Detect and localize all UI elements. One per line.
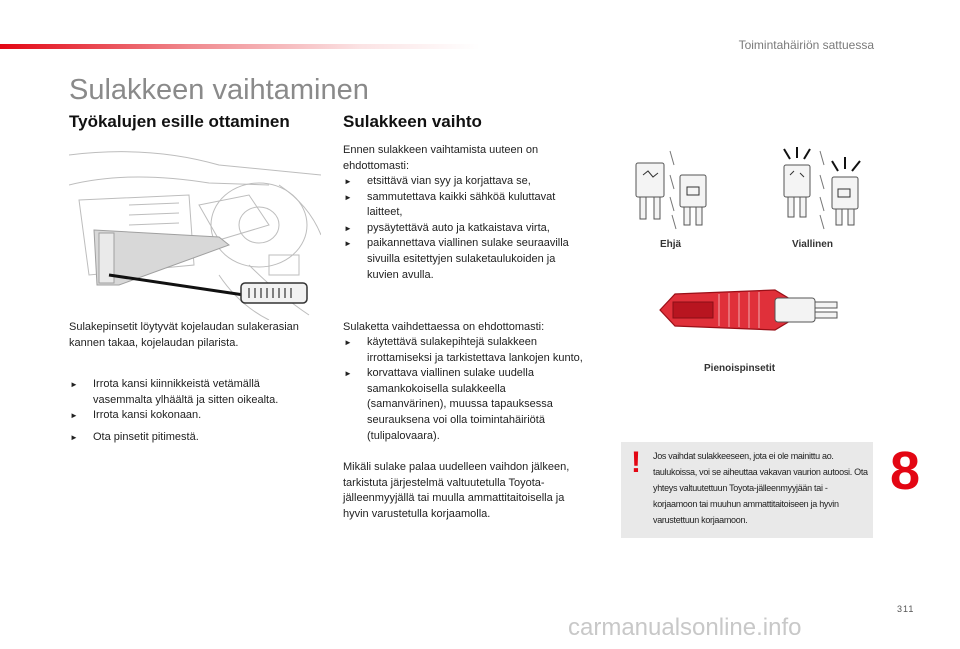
list-item: ► sammutettava kaikki sähköä kuluttavat laitteet,: [343, 190, 583, 221]
replace-intro: Sulaketta vaihdettaessa on ehdottomasti:: [343, 321, 545, 333]
replace-steps-list: [343, 335, 583, 444]
header-accent-bar: [0, 44, 480, 49]
replace-heading: Sulakkeen vaihto: [343, 112, 482, 131]
section-title: Toimintahäiriön sattuessa: [738, 38, 874, 52]
page-number: 311: [897, 604, 915, 614]
list-item: ► etsittävä vian syy ja korjattava se,: [343, 174, 583, 190]
warning-text: Jos vaihdat sulakkeeseen, jota ei ole mainittu ao. taulukoissa, voi se aiheuttaa vakavan vaurion autoosi. Ota yhteys valtuutettuun Toyota-jälleenmyyjään tai -korjaamoon tai muuhun ammattitaitoiseen ja hyvin varustettuun korjaamoon.: [653, 451, 868, 525]
tool-label: Pienoispinsetit: [704, 363, 776, 374]
list-item: ► paikannettava viallinen sulake seuraavilla sivuilla esitettyjen sulaketaulukoiden ja kuvien avulla.: [343, 236, 583, 283]
dashboard-illustration: [69, 145, 321, 320]
list-item: ► Irrota kansi kiinnikkeistä vetämällä vasemmalta ylhäältä ja sitten oikealta.: [69, 377, 319, 408]
list-item: ► Irrota kansi kokonaan.: [69, 408, 319, 424]
tools-caption: Sulakepinsetit löytyvät kojelaudan sulakerasian kannen takaa, kojelaudan pilarista.: [69, 321, 299, 349]
intact-fuse-illustration: [634, 145, 710, 230]
intact-label: Ehjä: [660, 239, 682, 250]
before-steps-list: [343, 174, 583, 283]
warning-icon: !: [631, 446, 641, 479]
list-item: ► korvattava viallinen sulake uudella samankokoisella sulakkeella (samanvärinen), muussa tapauksessa seurauksena voi olla toimintahäiriötä (tulipalovaara).: [343, 366, 583, 444]
tools-steps-list-2: [69, 430, 319, 446]
tools-heading: Työkalujen esille ottaminen: [69, 112, 290, 131]
page-heading: Sulakkeen vaihtaminen: [69, 74, 369, 106]
list-item: ► pysäytettävä auto ja katkaistava virta,: [343, 221, 583, 237]
fuse-puller-illustration: [655, 280, 860, 340]
chapter-number: 8: [890, 441, 921, 501]
closing-paragraph: Mikäli sulake palaa uudelleen vaihdon jälkeen, tarkistuta järjestelmä valtuutetulla Toyota-jälleenmyyjällä tai muulla ammattitaitoisella ja hyvin varustetulla korjaamolla.: [343, 461, 570, 520]
before-intro: Ennen sulakkeen vaihtamista uuteen on ehdottomasti:: [343, 144, 539, 172]
list-item: ► Ota pinsetit pitimestä.: [69, 430, 319, 446]
tools-steps-list: [69, 377, 319, 424]
watermark: carmanualsonline.info: [568, 614, 802, 641]
list-item: ► käytettävä sulakepihtejä sulakkeen irrottamiseksi ja tarkistettava lankojen kunto,: [343, 335, 583, 366]
blown-label: Viallinen: [792, 239, 833, 250]
blown-fuse-illustration: [778, 145, 868, 230]
warning-note: [621, 442, 873, 538]
